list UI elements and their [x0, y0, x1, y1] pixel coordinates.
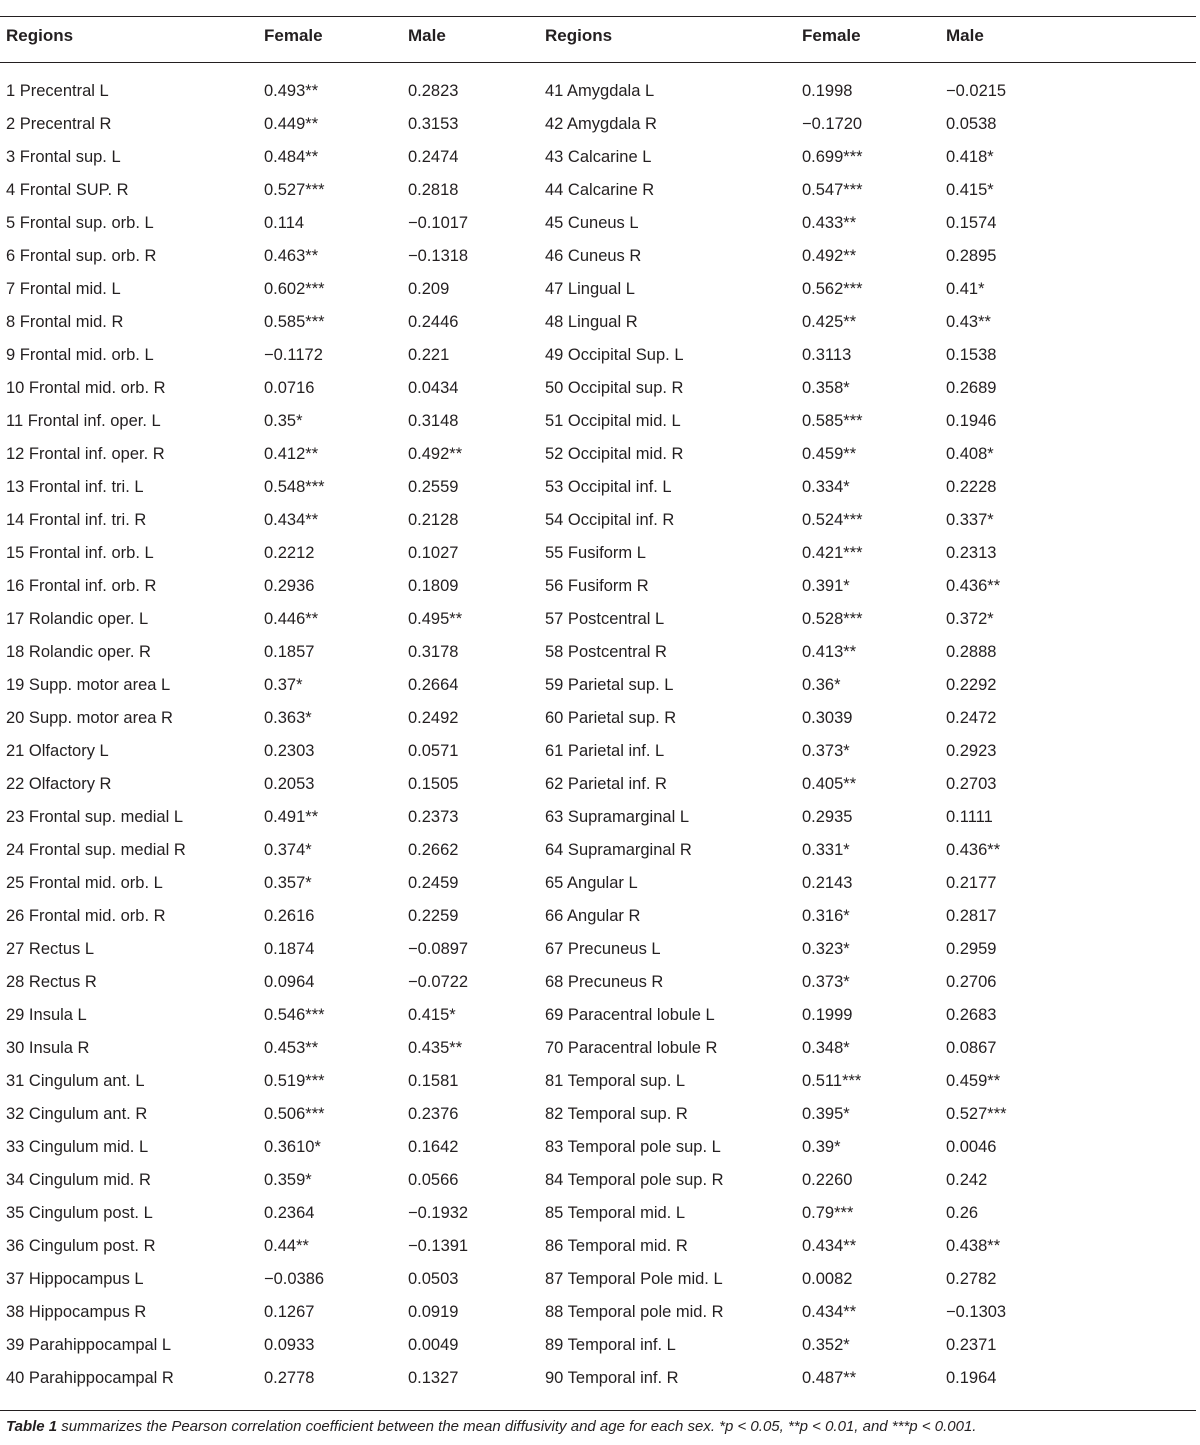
- table-row: [0, 372, 1196, 405]
- cell-region-right: 54 Occipital inf. R: [545, 511, 675, 529]
- cell-female-left: 0.2778: [264, 1369, 315, 1387]
- cell-female-left: 0.0964: [264, 973, 315, 991]
- cell-male-right: 0.436**: [946, 841, 1001, 859]
- cell-male-right: 0.1946: [946, 412, 997, 430]
- table-row: [0, 702, 1196, 735]
- cell-female-right: 0.413**: [802, 643, 857, 661]
- cell-region-left: 6 Frontal sup. orb. R: [6, 247, 157, 265]
- cell-female-left: 0.491**: [264, 808, 319, 826]
- cell-region-left: 16 Frontal inf. orb. R: [6, 577, 157, 595]
- table-top-rule: [0, 16, 1196, 17]
- cell-region-left: 12 Frontal inf. oper. R: [6, 445, 165, 463]
- cell-region-left: 15 Frontal inf. orb. L: [6, 544, 154, 562]
- cell-female-right: 0.358*: [802, 379, 850, 397]
- cell-male-right: 0.418*: [946, 148, 994, 166]
- table-row: [0, 174, 1196, 207]
- cell-region-right: 83 Temporal pole sup. L: [545, 1138, 721, 1156]
- cell-female-right: 0.373*: [802, 742, 850, 760]
- table-row: [0, 801, 1196, 834]
- cell-region-right: 70 Paracentral lobule R: [545, 1039, 718, 1057]
- cell-female-left: 0.2616: [264, 907, 315, 925]
- cell-female-left: 0.1267: [264, 1303, 315, 1321]
- cell-region-left: 22 Olfactory R: [6, 775, 112, 793]
- cell-female-left: 0.359*: [264, 1171, 312, 1189]
- cell-region-right: 67 Precuneus L: [545, 940, 661, 958]
- cell-region-left: 25 Frontal mid. orb. L: [6, 874, 163, 892]
- table-row: [0, 1230, 1196, 1263]
- cell-male-left: 0.1027: [408, 544, 459, 562]
- cell-male-left: 0.2664: [408, 676, 459, 694]
- cell-male-right: 0.459**: [946, 1072, 1001, 1090]
- cell-male-right: −0.1303: [946, 1303, 1007, 1321]
- cell-region-right: 49 Occipital Sup. L: [545, 346, 684, 364]
- table-row: [0, 504, 1196, 537]
- table-row: [0, 768, 1196, 801]
- cell-male-right: 0.41*: [946, 280, 985, 298]
- cell-male-left: 0.3153: [408, 115, 459, 133]
- cell-male-left: 0.2459: [408, 874, 459, 892]
- cell-region-right: 85 Temporal mid. L: [545, 1204, 686, 1222]
- table-row: [0, 1164, 1196, 1197]
- cell-male-right: 0.1538: [946, 346, 997, 364]
- cell-region-right: 64 Supramarginal R: [545, 841, 692, 859]
- cell-female-right: 0.699***: [802, 148, 863, 166]
- cell-male-left: −0.1017: [408, 214, 469, 232]
- cell-region-right: 65 Angular L: [545, 874, 638, 892]
- cell-female-right: 0.405**: [802, 775, 857, 793]
- cell-female-right: 0.79***: [802, 1204, 854, 1222]
- cell-female-left: 0.2303: [264, 742, 315, 760]
- cell-male-left: −0.0722: [408, 973, 469, 991]
- cell-region-left: 24 Frontal sup. medial R: [6, 841, 186, 859]
- table-row: [0, 1263, 1196, 1296]
- cell-female-right: 0.459**: [802, 445, 857, 463]
- cell-male-right: 0.26: [946, 1204, 979, 1222]
- cell-region-right: 55 Fusiform L: [545, 544, 646, 562]
- header-male-left: Male: [408, 26, 446, 45]
- cell-male-left: 0.2818: [408, 181, 459, 199]
- cell-female-right: 0.585***: [802, 412, 863, 430]
- cell-male-left: 0.0049: [408, 1336, 459, 1354]
- cell-male-right: 0.2313: [946, 544, 997, 562]
- table-row: [0, 207, 1196, 240]
- cell-female-left: 0.2212: [264, 544, 315, 562]
- cell-male-left: 0.2559: [408, 478, 459, 496]
- cell-female-left: 0.35*: [264, 412, 303, 430]
- cell-region-right: 84 Temporal pole sup. R: [545, 1171, 724, 1189]
- cell-female-left: 0.0716: [264, 379, 315, 397]
- cell-male-right: 0.2177: [946, 874, 997, 892]
- cell-region-left: 34 Cingulum mid. R: [6, 1171, 151, 1189]
- cell-male-right: −0.0215: [946, 82, 1007, 100]
- cell-male-left: 0.1505: [408, 775, 459, 793]
- cell-male-left: 0.209: [408, 280, 450, 298]
- cell-male-right: 0.2888: [946, 643, 997, 661]
- cell-male-left: 0.1581: [408, 1072, 459, 1090]
- cell-region-left: 30 Insula R: [6, 1039, 90, 1057]
- cell-region-left: 36 Cingulum post. R: [6, 1237, 156, 1255]
- cell-region-left: 13 Frontal inf. tri. L: [6, 478, 144, 496]
- cell-female-left: 0.602***: [264, 280, 325, 298]
- cell-male-right: 0.2782: [946, 1270, 997, 1288]
- cell-female-right: 0.547***: [802, 181, 863, 199]
- cell-female-right: 0.524***: [802, 511, 863, 529]
- cell-male-right: 0.438**: [946, 1237, 1001, 1255]
- cell-region-right: 46 Cuneus R: [545, 247, 642, 265]
- cell-region-left: 28 Rectus R: [6, 973, 97, 991]
- cell-female-right: 0.36*: [802, 676, 841, 694]
- cell-female-left: 0.3610*: [264, 1138, 321, 1156]
- cell-region-right: 86 Temporal mid. R: [545, 1237, 688, 1255]
- cell-region-left: 7 Frontal mid. L: [6, 280, 121, 298]
- table-row: [0, 636, 1196, 669]
- cell-male-left: −0.1318: [408, 247, 469, 265]
- table-row: [0, 306, 1196, 339]
- cell-female-left: 0.114: [264, 214, 305, 232]
- cell-male-left: 0.435**: [408, 1039, 463, 1057]
- cell-region-right: 47 Lingual L: [545, 280, 635, 298]
- cell-region-left: 21 Olfactory L: [6, 742, 109, 760]
- cell-region-right: 59 Parietal sup. L: [545, 676, 674, 694]
- cell-male-left: 0.2662: [408, 841, 459, 859]
- cell-male-left: 0.492**: [408, 445, 463, 463]
- cell-male-right: 0.2923: [946, 742, 997, 760]
- cell-region-right: 90 Temporal inf. R: [545, 1369, 679, 1387]
- cell-female-left: 0.493**: [264, 82, 319, 100]
- cell-region-right: 52 Occipital mid. R: [545, 445, 684, 463]
- cell-male-left: 0.3178: [408, 643, 459, 661]
- table-bottom-rule: [0, 1410, 1196, 1411]
- cell-region-right: 57 Postcentral L: [545, 610, 665, 628]
- cell-region-right: 69 Paracentral lobule L: [545, 1006, 715, 1024]
- cell-female-left: 0.484**: [264, 148, 319, 166]
- cell-female-left: 0.2364: [264, 1204, 315, 1222]
- cell-male-right: 0.527***: [946, 1105, 1007, 1123]
- table-row: [0, 900, 1196, 933]
- cell-male-right: 0.436**: [946, 577, 1001, 595]
- table-row: [0, 108, 1196, 141]
- cell-region-left: 29 Insula L: [6, 1006, 87, 1024]
- cell-male-right: 0.337*: [946, 511, 994, 529]
- cell-male-left: 0.2373: [408, 808, 459, 826]
- cell-region-left: 35 Cingulum post. L: [6, 1204, 153, 1222]
- cell-male-left: 0.0919: [408, 1303, 459, 1321]
- table-row: [0, 141, 1196, 174]
- cell-female-left: 0.585***: [264, 313, 325, 331]
- cell-female-left: 0.1857: [264, 643, 315, 661]
- cell-male-right: 0.2959: [946, 940, 997, 958]
- cell-region-right: 68 Precuneus R: [545, 973, 664, 991]
- cell-female-right: 0.331*: [802, 841, 850, 859]
- cell-male-right: 0.415*: [946, 181, 994, 199]
- cell-region-right: 51 Occipital mid. L: [545, 412, 681, 430]
- table-row: [0, 570, 1196, 603]
- cell-region-left: 4 Frontal SUP. R: [6, 181, 129, 199]
- cell-female-right: 0.334*: [802, 478, 850, 496]
- table-row: [0, 405, 1196, 438]
- cell-region-right: 63 Supramarginal L: [545, 808, 690, 826]
- table-caption: [6, 1418, 1194, 1435]
- cell-male-right: 0.2472: [946, 709, 997, 727]
- cell-male-left: 0.2259: [408, 907, 459, 925]
- table-row: [0, 471, 1196, 504]
- cell-male-right: 0.2817: [946, 907, 997, 925]
- cell-female-right: 0.316*: [802, 907, 850, 925]
- cell-region-left: 10 Frontal mid. orb. R: [6, 379, 166, 397]
- table-row: [0, 1032, 1196, 1065]
- cell-female-right: 0.528***: [802, 610, 863, 628]
- cell-region-left: 1 Precentral L: [6, 82, 109, 100]
- cell-male-left: 0.2474: [408, 148, 459, 166]
- table-header: [0, 26, 1196, 56]
- cell-region-left: 20 Supp. motor area R: [6, 709, 173, 727]
- header-female-right: Female: [802, 26, 861, 45]
- cell-female-right: 0.373*: [802, 973, 850, 991]
- cell-male-right: 0.372*: [946, 610, 994, 628]
- cell-female-right: 0.511***: [802, 1072, 862, 1090]
- cell-region-left: 18 Rolandic oper. R: [6, 643, 151, 661]
- cell-region-left: 14 Frontal inf. tri. R: [6, 511, 147, 529]
- cell-female-right: 0.2143: [802, 874, 853, 892]
- cell-female-left: 0.463**: [264, 247, 319, 265]
- cell-region-left: 19 Supp. motor area L: [6, 676, 171, 694]
- cell-female-right: 0.492**: [802, 247, 857, 265]
- cell-male-left: 0.495**: [408, 610, 463, 628]
- cell-male-right: 0.1111: [946, 808, 993, 826]
- cell-region-right: 53 Occipital inf. L: [545, 478, 672, 496]
- cell-male-right: 0.0867: [946, 1039, 997, 1057]
- cell-region-right: 45 Cuneus L: [545, 214, 639, 232]
- cell-female-right: 0.434**: [802, 1237, 857, 1255]
- cell-female-left: 0.374*: [264, 841, 312, 859]
- cell-female-left: 0.0933: [264, 1336, 315, 1354]
- cell-male-right: 0.43**: [946, 313, 991, 331]
- cell-male-left: 0.221: [408, 346, 450, 364]
- caption-label: Table 1: [6, 1418, 58, 1435]
- cell-female-right: 0.421***: [802, 544, 863, 562]
- cell-male-left: 0.0503: [408, 1270, 459, 1288]
- cell-region-right: 56 Fusiform R: [545, 577, 649, 595]
- cell-female-left: 0.363*: [264, 709, 312, 727]
- cell-female-left: 0.446**: [264, 610, 319, 628]
- cell-region-right: 41 Amygdala L: [545, 82, 655, 100]
- cell-region-right: 62 Parietal inf. R: [545, 775, 667, 793]
- table-row: [0, 1197, 1196, 1230]
- cell-female-left: 0.37*: [264, 676, 303, 694]
- cell-male-left: 0.1809: [408, 577, 459, 595]
- cell-region-right: 81 Temporal sup. L: [545, 1072, 686, 1090]
- cell-region-left: 11 Frontal inf. oper. L: [6, 412, 161, 430]
- cell-region-right: 42 Amygdala R: [545, 115, 657, 133]
- cell-male-right: 0.0046: [946, 1138, 997, 1156]
- table-row: [0, 75, 1196, 108]
- cell-female-right: −0.1720: [802, 115, 863, 133]
- cell-male-left: 0.3148: [408, 412, 459, 430]
- cell-female-right: 0.434**: [802, 1303, 857, 1321]
- cell-region-left: 39 Parahippocampal L: [6, 1336, 172, 1354]
- cell-region-left: 8 Frontal mid. R: [6, 313, 124, 331]
- cell-female-right: 0.0082: [802, 1270, 853, 1288]
- cell-male-right: 0.0538: [946, 115, 997, 133]
- cell-region-left: 17 Rolandic oper. L: [6, 610, 149, 628]
- cell-female-left: 0.357*: [264, 874, 312, 892]
- table-row: [0, 735, 1196, 768]
- cell-male-left: −0.1932: [408, 1204, 469, 1222]
- cell-female-right: 0.323*: [802, 940, 850, 958]
- cell-region-left: 26 Frontal mid. orb. R: [6, 907, 166, 925]
- cell-female-left: 0.1874: [264, 940, 315, 958]
- cell-female-left: 0.453**: [264, 1039, 319, 1057]
- table-row: [0, 1362, 1196, 1395]
- table-row: [0, 339, 1196, 372]
- cell-male-right: 0.2292: [946, 676, 997, 694]
- cell-female-right: 0.487**: [802, 1369, 857, 1387]
- cell-region-left: 27 Rectus L: [6, 940, 95, 958]
- cell-female-left: 0.2936: [264, 577, 315, 595]
- cell-female-right: 0.433**: [802, 214, 857, 232]
- table-row: [0, 537, 1196, 570]
- cell-region-right: 89 Temporal inf. L: [545, 1336, 676, 1354]
- cell-female-right: 0.348*: [802, 1039, 850, 1057]
- table-row: [0, 834, 1196, 867]
- cell-female-right: 0.391*: [802, 577, 850, 595]
- cell-male-left: 0.1642: [408, 1138, 459, 1156]
- table-row: [0, 999, 1196, 1032]
- cell-female-right: 0.3113: [802, 346, 852, 364]
- cell-region-left: 3 Frontal sup. L: [6, 148, 121, 166]
- cell-female-right: 0.562***: [802, 280, 863, 298]
- cell-male-right: 0.408*: [946, 445, 994, 463]
- cell-male-right: 0.1964: [946, 1369, 997, 1387]
- cell-male-left: 0.0571: [408, 742, 459, 760]
- cell-female-left: 0.548***: [264, 478, 325, 496]
- cell-male-left: 0.2446: [408, 313, 459, 331]
- cell-region-right: 60 Parietal sup. R: [545, 709, 677, 727]
- cell-male-right: 0.2371: [946, 1336, 997, 1354]
- table-row: [0, 603, 1196, 636]
- cell-female-left: 0.546***: [264, 1006, 325, 1024]
- cell-female-right: 0.425**: [802, 313, 857, 331]
- cell-region-left: 38 Hippocampus R: [6, 1303, 147, 1321]
- cell-region-left: 37 Hippocampus L: [6, 1270, 144, 1288]
- cell-male-left: −0.0897: [408, 940, 469, 958]
- cell-region-right: 43 Calcarine L: [545, 148, 652, 166]
- cell-male-right: 0.2703: [946, 775, 997, 793]
- cell-female-right: 0.3039: [802, 709, 853, 727]
- header-female-left: Female: [264, 26, 323, 45]
- caption-text: summarizes the Pearson correlation coefficient between the mean diffusivity and age for each sex. *p < 0.05, **p < 0.01, and ***p < 0.001.: [57, 1418, 977, 1435]
- table-row: [0, 1065, 1196, 1098]
- cell-region-left: 31 Cingulum ant. L: [6, 1072, 145, 1090]
- cell-male-right: 0.2706: [946, 973, 997, 991]
- cell-male-right: 0.2683: [946, 1006, 997, 1024]
- cell-female-left: 0.519***: [264, 1072, 325, 1090]
- cell-male-right: 0.1574: [946, 214, 997, 232]
- table-row: [0, 273, 1196, 306]
- header-male-right: Male: [946, 26, 984, 45]
- cell-region-right: 87 Temporal Pole mid. L: [545, 1270, 723, 1288]
- cell-region-right: 66 Angular R: [545, 907, 641, 925]
- cell-region-left: 2 Precentral R: [6, 115, 112, 133]
- table-row: [0, 669, 1196, 702]
- cell-region-right: 88 Temporal pole mid. R: [545, 1303, 724, 1321]
- table-row: [0, 867, 1196, 900]
- cell-female-right: 0.39*: [802, 1138, 841, 1156]
- table-row: [0, 1296, 1196, 1329]
- cell-male-left: 0.1327: [408, 1369, 459, 1387]
- cell-male-left: 0.2128: [408, 511, 459, 529]
- table-row: [0, 1329, 1196, 1362]
- cell-region-right: 82 Temporal sup. R: [545, 1105, 688, 1123]
- cell-male-left: 0.2376: [408, 1105, 459, 1123]
- cell-region-left: 9 Frontal mid. orb. L: [6, 346, 154, 364]
- table-row: [0, 1098, 1196, 1131]
- cell-male-right: 0.2228: [946, 478, 997, 496]
- table-row: [0, 438, 1196, 471]
- cell-male-left: 0.0434: [408, 379, 459, 397]
- cell-female-right: 0.395*: [802, 1105, 850, 1123]
- cell-female-left: 0.434**: [264, 511, 319, 529]
- cell-male-left: 0.415*: [408, 1006, 456, 1024]
- cell-female-left: −0.0386: [264, 1270, 325, 1288]
- table-row: [0, 966, 1196, 999]
- cell-female-left: −0.1172: [264, 346, 323, 364]
- cell-female-right: 0.352*: [802, 1336, 850, 1354]
- cell-region-right: 50 Occipital sup. R: [545, 379, 684, 397]
- table-row: [0, 1131, 1196, 1164]
- cell-region-left: 33 Cingulum mid. L: [6, 1138, 149, 1156]
- cell-region-left: 5 Frontal sup. orb. L: [6, 214, 154, 232]
- cell-female-left: 0.527***: [264, 181, 325, 199]
- cell-region-right: 48 Lingual R: [545, 313, 638, 331]
- header-regions-left: Regions: [6, 26, 74, 45]
- cell-male-right: 0.242: [946, 1171, 988, 1189]
- cell-region-right: 58 Postcentral R: [545, 643, 667, 661]
- header-regions-right: Regions: [545, 26, 613, 45]
- table-row: [0, 240, 1196, 273]
- table-row: [0, 933, 1196, 966]
- cell-female-right: 0.1998: [802, 82, 853, 100]
- cell-female-left: 0.44**: [264, 1237, 309, 1255]
- cell-female-right: 0.2260: [802, 1171, 853, 1189]
- cell-male-left: 0.2823: [408, 82, 459, 100]
- cell-male-right: 0.2895: [946, 247, 997, 265]
- cell-male-left: −0.1391: [408, 1237, 469, 1255]
- cell-region-right: 61 Parietal inf. L: [545, 742, 665, 760]
- cell-female-left: 0.506***: [264, 1105, 325, 1123]
- table-header-rule: [0, 62, 1196, 63]
- cell-region-left: 32 Cingulum ant. R: [6, 1105, 148, 1123]
- cell-region-left: 23 Frontal sup. medial L: [6, 808, 184, 826]
- cell-female-left: 0.449**: [264, 115, 319, 133]
- cell-region-right: 44 Calcarine R: [545, 181, 655, 199]
- cell-male-left: 0.0566: [408, 1171, 459, 1189]
- cell-female-right: 0.1999: [802, 1006, 853, 1024]
- cell-male-left: 0.2492: [408, 709, 459, 727]
- cell-female-right: 0.2935: [802, 808, 853, 826]
- cell-region-left: 40 Parahippocampal R: [6, 1369, 174, 1387]
- cell-male-right: 0.2689: [946, 379, 997, 397]
- cell-female-left: 0.412**: [264, 445, 319, 463]
- cell-female-left: 0.2053: [264, 775, 315, 793]
